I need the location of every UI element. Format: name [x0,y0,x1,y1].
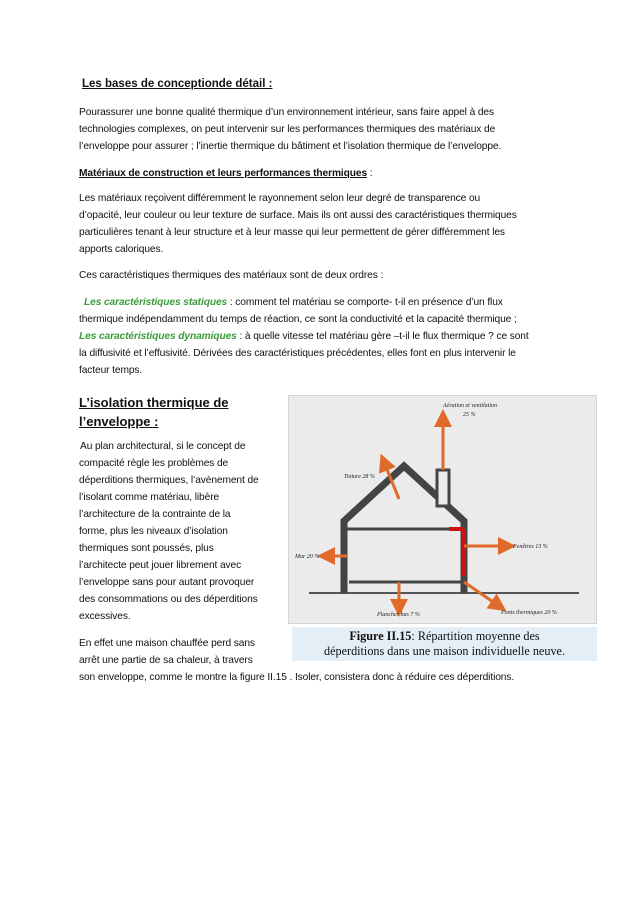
materials-line: apports caloriques. [79,244,164,255]
caption-text-1: : Répartition moyenne des [411,629,540,643]
dynamic-line-2: la diffusivité et l’effusivité. Dérivées des caractéristiques précédentes, elles font en plus intervenir le [79,348,516,359]
isolation-heading-1: L’isolation thermique de [79,395,229,410]
isolation-line: l’enveloppe sans pour autant provoquer [79,577,255,588]
isolation-heading-2: l’enveloppe : [79,414,159,429]
dynamic-rest: : à quelle vitesse tel matériau gère –t-il le flux thermique ? ce sont [236,331,529,342]
final-line: son enveloppe, comme le montre la figure II.15 . Isoler, consistera donc à réduire ces déperditions. [79,672,515,683]
caption-figure-number: Figure II.15 [349,629,412,643]
orders-line: Ces caractéristiques thermiques des matériaux sont de deux ordres : [79,270,384,281]
materials-heading-suffix: : [367,168,373,179]
materials-line: particulières tenant à leur structure et à leur masse qui leur permettent de gérer différemment les [79,227,505,238]
static-line-2: thermique indépendamment du temps de réaction, ce sont la conductivité et la capacité thermique ; [79,314,517,325]
label-plancher: Plancher bas 7 % [377,612,420,618]
final-line: En effet une maison chauffée perd sans [79,638,255,649]
intro-line: l’enveloppe pour assurer ; l’inertie thermique du bâtiment et l’isolation thermique de l’enveloppe. [79,141,502,152]
page-title: Les bases de conceptionde détail : [82,78,273,90]
isolation-line: déperditions thermiques, l’avènement de [79,475,259,486]
dynamic-label: Les caractéristiques dynamiques [79,331,237,342]
isolation-line: excessives. [79,611,131,622]
house-diagram [289,396,596,623]
chimney [437,470,449,506]
static-label: Les caractéristiques statiques [84,297,228,308]
isolation-line: des consommations ou des déperditions [79,594,258,605]
isolation-line: thermiques sont poussés, plus [79,543,214,554]
label-toiture: Toiture 28 % [344,474,375,480]
isolation-line: Au plan architectural, si le concept de [80,441,246,452]
caption-line-2: déperditions dans une maison individuelle neuve. [324,644,565,658]
label-murs: Mur 20 % [295,554,320,560]
dynamic-line [79,328,529,345]
final-line: arrêt une partie de sa chaleur, à travers [79,655,253,666]
caption-line-1 [292,629,597,644]
materials-line: d’opacité, leur couleur ou leur texture de surface. Mais ils ont aussi des caractéristiques thermiques [79,210,517,221]
isolation-line: l’isolant comme matériau, libère [79,492,220,503]
materials-heading-line [79,165,373,182]
isolation-line: l’architecte peut jouer librement avec [79,560,242,571]
label-aeration: Aération et ventilation [443,403,497,409]
isolation-line: compacité règle les problèmes de [79,458,229,469]
isolation-line: forme, plus les niveaux d’isolation [79,526,228,537]
materials-heading: Matériaux de construction et leurs performances thermiques [79,168,368,179]
intro-line: technologies complexes, on peut intervenir sur les performances thermiques des matériaux de [79,124,496,135]
label-aeration-pct: 25 % [463,412,476,418]
static-rest: : comment tel matériau se comporte- t-il en présence d’un flux [227,297,503,308]
figure-caption [292,627,597,661]
label-fenetres: Fenêtres 13 % [513,544,548,550]
heat-loss-figure [288,395,597,624]
isolation-line: l’architecture de la contrainte de la [79,509,231,520]
label-ponts: Ponts thermiques 20 % [501,610,557,616]
materials-line: Les matériaux reçoivent différemment le rayonnement selon leur degré de transparence ou [79,193,481,204]
dynamic-line-3: facteur temps. [79,365,143,376]
static-line [84,294,503,311]
intro-line: Pourassurer une bonne qualité thermique d’un environnement intérieur, sans faire appel à des [79,107,494,118]
